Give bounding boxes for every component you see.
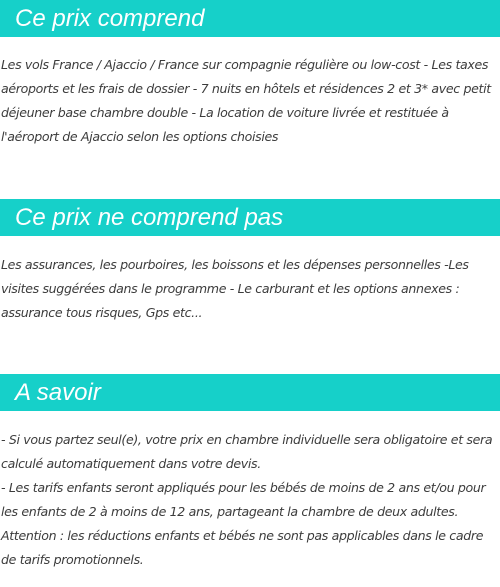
good-to-know-paragraph-single: - Si vous partez seul(e), votre prix en chambre individuelle sera obligatoire et sera calculé automatiquement dans votre devis. — [1, 432, 493, 471]
not-included-paragraph: Les assurances, les pourboires, les boissons et les dépenses personnelles -Les visites suggérées dans le programme - Le carburant et les options annexes : assurance tous risques, Gps etc... — [1, 257, 469, 320]
included-paragraph: Les vols France / Ajaccio / France sur compagnie régulière ou low-cost - Les taxes aéroports et les frais de dossier - 7 nuits en hôtels et résidences 2 et 3* avec petit déjeuner base chambre double - La location de voiture livrée et restituée à l'aéroport de Ajaccio selon les options choisies — [1, 57, 491, 144]
section-header-good-to-know — [0, 374, 500, 411]
section-title-good-to-know: A savoir — [15, 378, 101, 406]
section-header-not-included — [0, 199, 500, 236]
section-body-not-included — [1, 253, 498, 325]
section-title-not-included: Ce prix ne comprend pas — [15, 203, 284, 231]
section-body-included — [1, 53, 498, 149]
section-title-included: Ce prix comprend — [15, 4, 205, 32]
good-to-know-paragraph-children: - Les tarifs enfants seront appliqués pour les bébés de moins de 2 ans et/ou pour les enfants de 2 à moins de 12 ans, partageant la chambre de deux adultes. Attention : les réductions enfants et bébés ne sont pas applicables dans le cadre de tarifs promotionnels. — [1, 480, 486, 567]
section-body-good-to-know — [1, 428, 498, 572]
section-header-included — [0, 0, 500, 37]
